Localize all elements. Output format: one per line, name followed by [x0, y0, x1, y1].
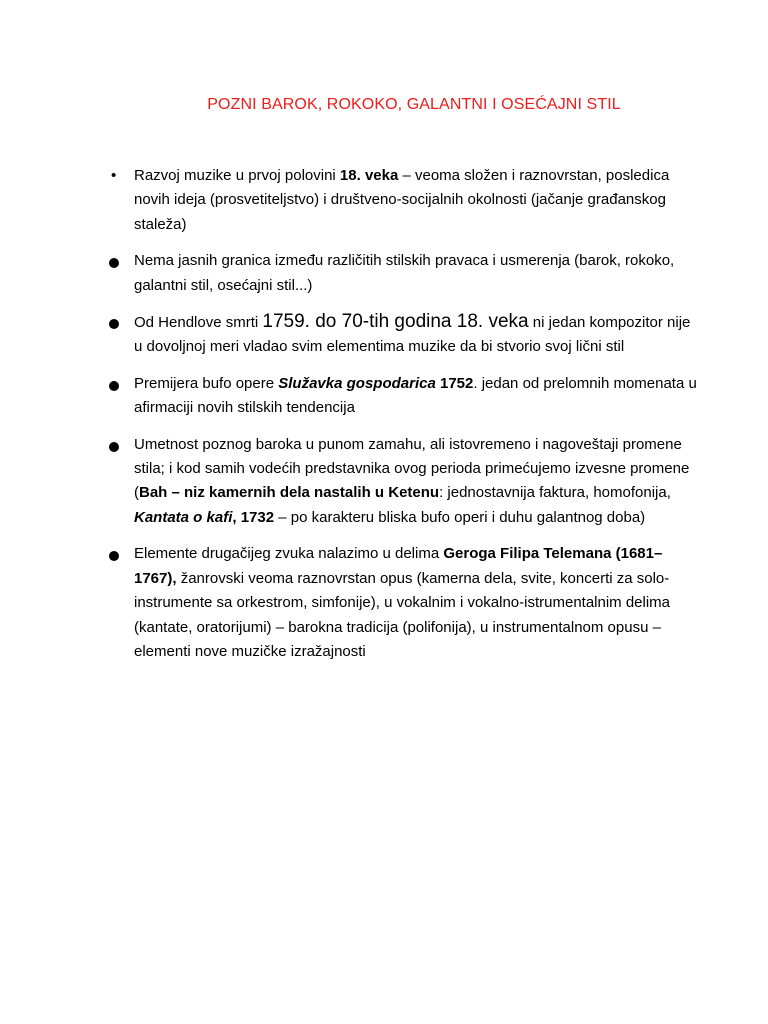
bullet-text-segment: Razvoj muzike u prvoj polovini — [134, 167, 340, 184]
bullet-item — [108, 372, 698, 421]
bullet-text-segment: 1759. do 70-tih godina 18. veka — [262, 311, 529, 333]
bullet-text-segment: . jedan od prelomnih momenata u afirmaciji novih stilskih tendencija — [134, 374, 697, 417]
bullet-text-segment: – veoma složen i raznovrstan, posledica novih ideja (prosvetiteljstvo) i društveno-socijalnih okolnosti (jačanje građanskog staleža) — [134, 167, 670, 233]
bullet-text-segment: žanrovski veoma raznovrstan opus (kamerna dela, svite, koncerti za solo-instrumente sa orkestrom, simfonije), u vokalnim i vokalno-istrumentalnim delima (kantate, oratorijumi) – barokna tradicija (polifonija), u instrumentalnom opusu – elementi nove muzičke izražajnosti — [134, 569, 671, 660]
bullet-text-segment: Nema jasnih granica između različitih stilskih pravaca i usmerenja (barok, rokoko, galantni stil, osećajni stil...) — [134, 252, 675, 294]
bullet-text-segment: Geroga Filipa Telemana (1681–1767), — [134, 545, 663, 587]
bullet-marker-icon — [109, 258, 119, 268]
bullet-marker-icon — [109, 442, 119, 452]
bullet-text-segment: : jednostavnija faktura, homofonija, — [439, 484, 671, 502]
bullet-item — [108, 542, 698, 664]
bullet-marker-icon: • — [111, 167, 117, 184]
bullet-text-segment: ni jedan kompozitor nije u dovoljnoj meri vladao svim elementima muzike da bi stvorio svoj lični stil — [134, 314, 691, 356]
bullet-text-segment: Premijera bufo opere — [134, 374, 279, 392]
bullet-text-segment: , 1732 — [232, 508, 275, 526]
bullet-item — [108, 164, 698, 237]
bullet-text-segment: Služavka gospodarica — [278, 374, 436, 392]
bullet-item — [108, 249, 698, 298]
bullet-text-segment: Kantata o kafi — [134, 508, 233, 526]
bullet-item — [108, 310, 698, 360]
bullet-text-segment: Bah – niz kamernih dela nastalih u Ketenu — [139, 484, 440, 502]
bullet-marker-icon — [109, 381, 119, 391]
bullet-text-segment: 1752 — [435, 374, 474, 392]
bullet-marker-icon — [109, 551, 119, 561]
bullet-list — [108, 164, 698, 676]
bullet-marker-icon — [109, 319, 119, 329]
bullet-text-segment: Umetnost poznog baroka u punom zamahu, ali istovremeno i nagoveštaji promene stila; i kod samih vodećih predstavnika ovog perioda primećujemo izvesne promene ( — [134, 435, 690, 502]
bullet-item — [108, 433, 698, 531]
bullet-text-segment: – po karakteru bliska bufo operi i duhu galantnog doba) — [274, 508, 646, 526]
bullet-text-segment: Od Hendlove smrti — [134, 314, 263, 332]
bullet-text-segment: 18. veka — [339, 167, 399, 184]
bullet-text-segment: Elemente drugačijeg zvuka nalazimo u delima — [134, 545, 444, 563]
document-title: POZNI BAROK, ROKOKO, GALANTNI I OSEĆAJNI STIL — [207, 96, 621, 113]
